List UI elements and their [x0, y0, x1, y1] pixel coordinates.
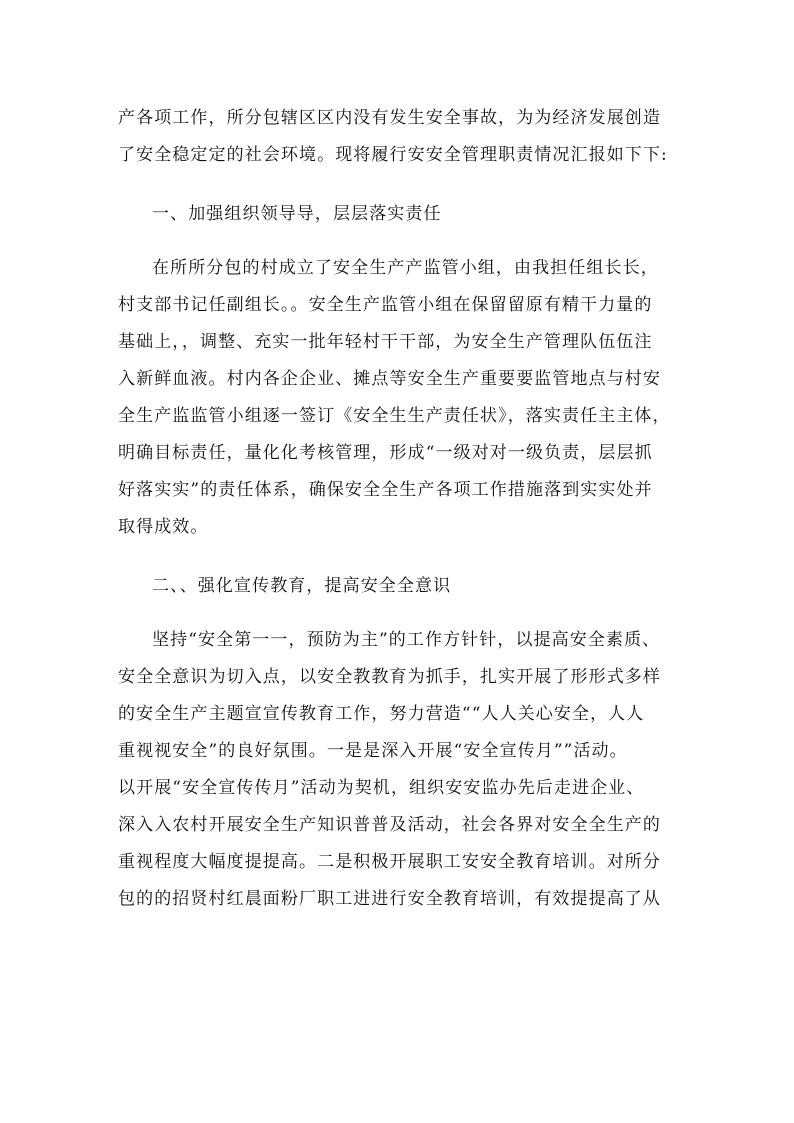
text-line: 基础上，，调整、充实一批年轻村干干部，为安全生产管理队伍伍注 [118, 332, 653, 352]
text-line: 了安全稳定定的社会环境。现将履行安安全管理职责情况汇报如下下: [118, 145, 668, 165]
text-line: 产各项工作，所分包辖区区内没有发生安全事故，为为经济发展创造 [118, 108, 661, 128]
text-line: 村支部书记任副组长。。安全生产监管小组在保留留原有精干力量的 [118, 295, 653, 315]
section-heading-2: 二、、强化宣传教育，提高安全全意识 [152, 576, 452, 596]
text-line: 入新鲜血液。村内各企企业、摊点等安全生产重要要监管地点与村安 [118, 369, 661, 389]
text-line: 安全全意识为切入点，以安全教教育为抓手，扎实开展了形形式多样 [118, 667, 661, 687]
section-1-paragraph [118, 250, 688, 546]
text-line: 重视程度大幅度提提高。二是积极开展职工安安全教育培训。对所分 [118, 852, 661, 872]
section-heading-1: 一、加强组织领导导，层层落实责任 [152, 204, 442, 224]
text-line: 坚持“安全第一一，预防为主”的工作方针针，以提高安全素质、 [152, 630, 661, 650]
text-line: 的安全生产主题宣宣传教育工作，努力营造““人人关心安全，人人 [118, 704, 645, 724]
text-line: 深入入农村开展安全生产知识普普及活动，社会各界对安全全生产的 [118, 815, 661, 835]
intro-paragraph [118, 100, 688, 174]
text-line: 取得成效。 [118, 517, 209, 537]
section-2-paragraph [118, 622, 688, 918]
text-line: 包的的招贤村红晨面粉厂职工进进行安全教育培训，有效提提高了从 [118, 889, 661, 909]
text-line: 全生产监监管小组逐一签订《安全生生产责任状》，落实责任主主体， [118, 406, 671, 426]
document-body [118, 100, 688, 918]
text-line: 在所所分包的村成立了安全生产产监管小组，由我担任组长长， [152, 258, 659, 278]
text-line: 重视视安全”的良好氛围。一是是深入开展“安全宣传月””活动。 [118, 741, 628, 761]
text-line: 好落实实”的责任体系，确保安全全生产各项工作措施落到实实处并 [118, 480, 653, 500]
text-line: 以开展“安全宣传传月”活动为契机，组织安安监办先后走进企业、 [118, 778, 645, 798]
text-line: 明确目标责任，量化化考核管理，形成“一级对对一级负责，层层抓 [118, 443, 653, 463]
